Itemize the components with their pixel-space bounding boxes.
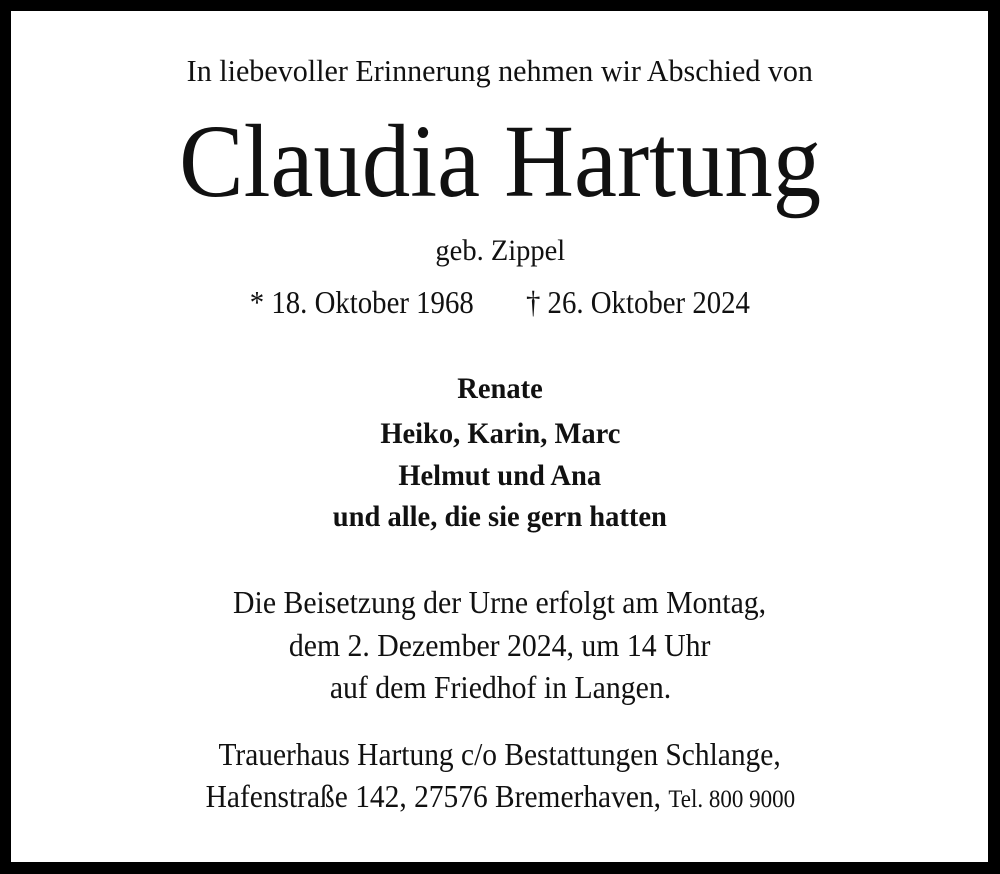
burial-info-line: [0, 671, 1000, 703]
mourner-line: [0, 419, 1000, 449]
death-date: † 26. Oktober 2024: [526, 284, 751, 320]
mourner-label: und alle, die sie gern hatten: [332, 500, 668, 533]
intro-label: In liebevoller Erinnerung nehmen wir Abschied von: [186, 53, 814, 88]
mourner-line: [0, 502, 1000, 532]
contact-street: Hafenstraße 142, 27576 Bremerhaven,: [205, 778, 661, 814]
mourner-line: [0, 374, 1000, 404]
mourner-label: Heiko, Karin, Marc: [379, 417, 621, 450]
burial-info-label: auf dem Friedhof in Langen.: [329, 669, 671, 705]
birth-date: * 18. Oktober 1968: [249, 284, 474, 320]
deceased-name-label: Claudia Hartung: [179, 104, 821, 219]
contact-address-row: [205, 780, 795, 812]
burial-info-line: [0, 586, 1000, 618]
maiden-name-label: geb. Zippel: [435, 234, 565, 267]
contact-address-line: [0, 738, 1000, 770]
mourner-line: [0, 461, 1000, 491]
mourner-label: Renate: [457, 372, 543, 405]
maiden-name: [0, 236, 1000, 266]
intro-text: [0, 55, 1000, 86]
life-dates-row: [250, 286, 750, 318]
contact-phone: Tel. 800 9000: [667, 786, 795, 813]
life-dates: [0, 286, 1000, 318]
burial-info-label: Die Beisetzung der Urne erfolgt am Montag,: [233, 584, 767, 620]
contact-address-label: Trauerhaus Hartung c/o Bestattungen Schlange,: [218, 736, 782, 772]
mourner-label: Helmut und Ana: [398, 459, 602, 492]
burial-info-line: [0, 629, 1000, 661]
deceased-name: [0, 104, 1000, 219]
contact-address-line: [0, 780, 1000, 812]
burial-info-label: dem 2. Dezember 2024, um 14 Uhr: [289, 627, 711, 663]
